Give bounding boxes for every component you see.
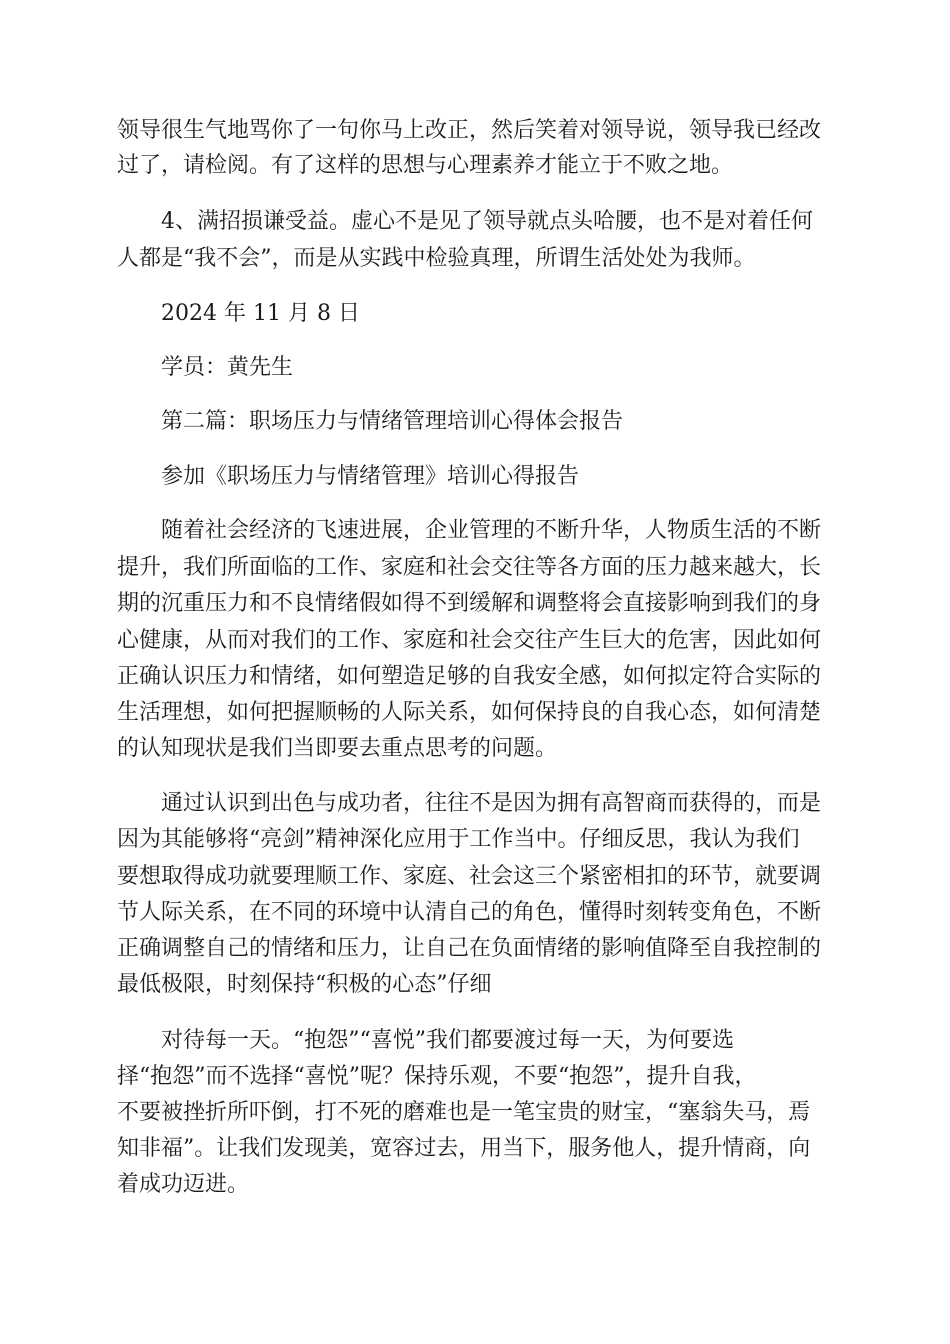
chapter-title: 第二篇：职场压力与情绪管理培训心得体会报告 (161, 409, 624, 434)
text-line: 正确调整自己的情绪和压力，让自己在负面情绪的影响值降至自我控制的 (117, 936, 822, 961)
text-line: 通过认识到出色与成功者，往往不是因为拥有高智商而获得的，而是 (161, 791, 822, 816)
text-line: 过了，请检阅。有了这样的思想与心理素养才能立于不败之地。 (117, 153, 734, 178)
text-line: 正确认识压力和情绪，如何塑造足够的自我安全感，如何拟定符合实际的 (117, 664, 822, 689)
student-line: 学员：黄先生 (161, 355, 294, 380)
text-line: 知非福”。让我们发现美，宽容过去，用当下，服务他人，提升情商，向 (117, 1136, 811, 1161)
text-line: 因为其能够将“亮剑”精神深化应用于工作当中。仔细反思，我认为我们 (117, 827, 800, 852)
text-line: 要想取得成功就要理顺工作、家庭、社会这三个紧密相扣的环节，就要调 (117, 864, 822, 889)
text-line: 最低极限，时刻保持“积极的心态”仔细 (117, 972, 492, 997)
text-line: 心健康，从而对我们的工作、家庭和社会交往产生巨大的危害，因此如何 (117, 628, 822, 653)
text-line: 不要被挫折所吓倒，打不死的磨难也是一笔宝贵的财宝，“塞翁失马，焉 (117, 1100, 811, 1125)
text-line: 随着社会经济的飞速进展，企业管理的不断升华，人物质生活的不断 (161, 518, 822, 543)
text-line: 生活理想，如何把握顺畅的人际关系，如何保持良的自我心态，如何清楚 (117, 700, 822, 725)
text-line: 人都是“我不会”，而是从实践中检验真理，所谓生活处处为我师。 (117, 246, 756, 271)
text-line: 提升，我们所面临的工作、家庭和社会交往等各方面的压力越来越大，长 (117, 555, 822, 580)
report-title: 参加《职场压力与情绪管理》培训心得报告 (161, 464, 580, 489)
text-line: 期的沉重压力和不良情绪假如得不到缓解和调整将会直接影响到我们的身 (117, 591, 822, 616)
text-line: 4、满招损谦受益。虚心不是见了领导就点头哈腰，也不是对着任何 (161, 209, 813, 234)
date-line: 2024 年 11 月 8 日 (161, 301, 360, 326)
text-line: 节人际关系，在不同的环境中认清自己的角色，懂得时刻转变角色，不断 (117, 900, 822, 925)
text-line: 领导很生气地骂你了一句你马上改正，然后笑着对领导说，领导我已经改 (117, 118, 822, 143)
text-line: 对待每一天。“抱怨”“喜悦”我们都要渡过每一天，为何要选 (161, 1028, 734, 1053)
text-line: 的认知现状是我们当即要去重点思考的问题。 (117, 736, 558, 761)
text-line: 择“抱怨”而不选择“喜悦”呢？保持乐观，不要“抱怨”，提升自我， (117, 1064, 757, 1089)
text-line: 着成功迈进。 (117, 1172, 250, 1197)
